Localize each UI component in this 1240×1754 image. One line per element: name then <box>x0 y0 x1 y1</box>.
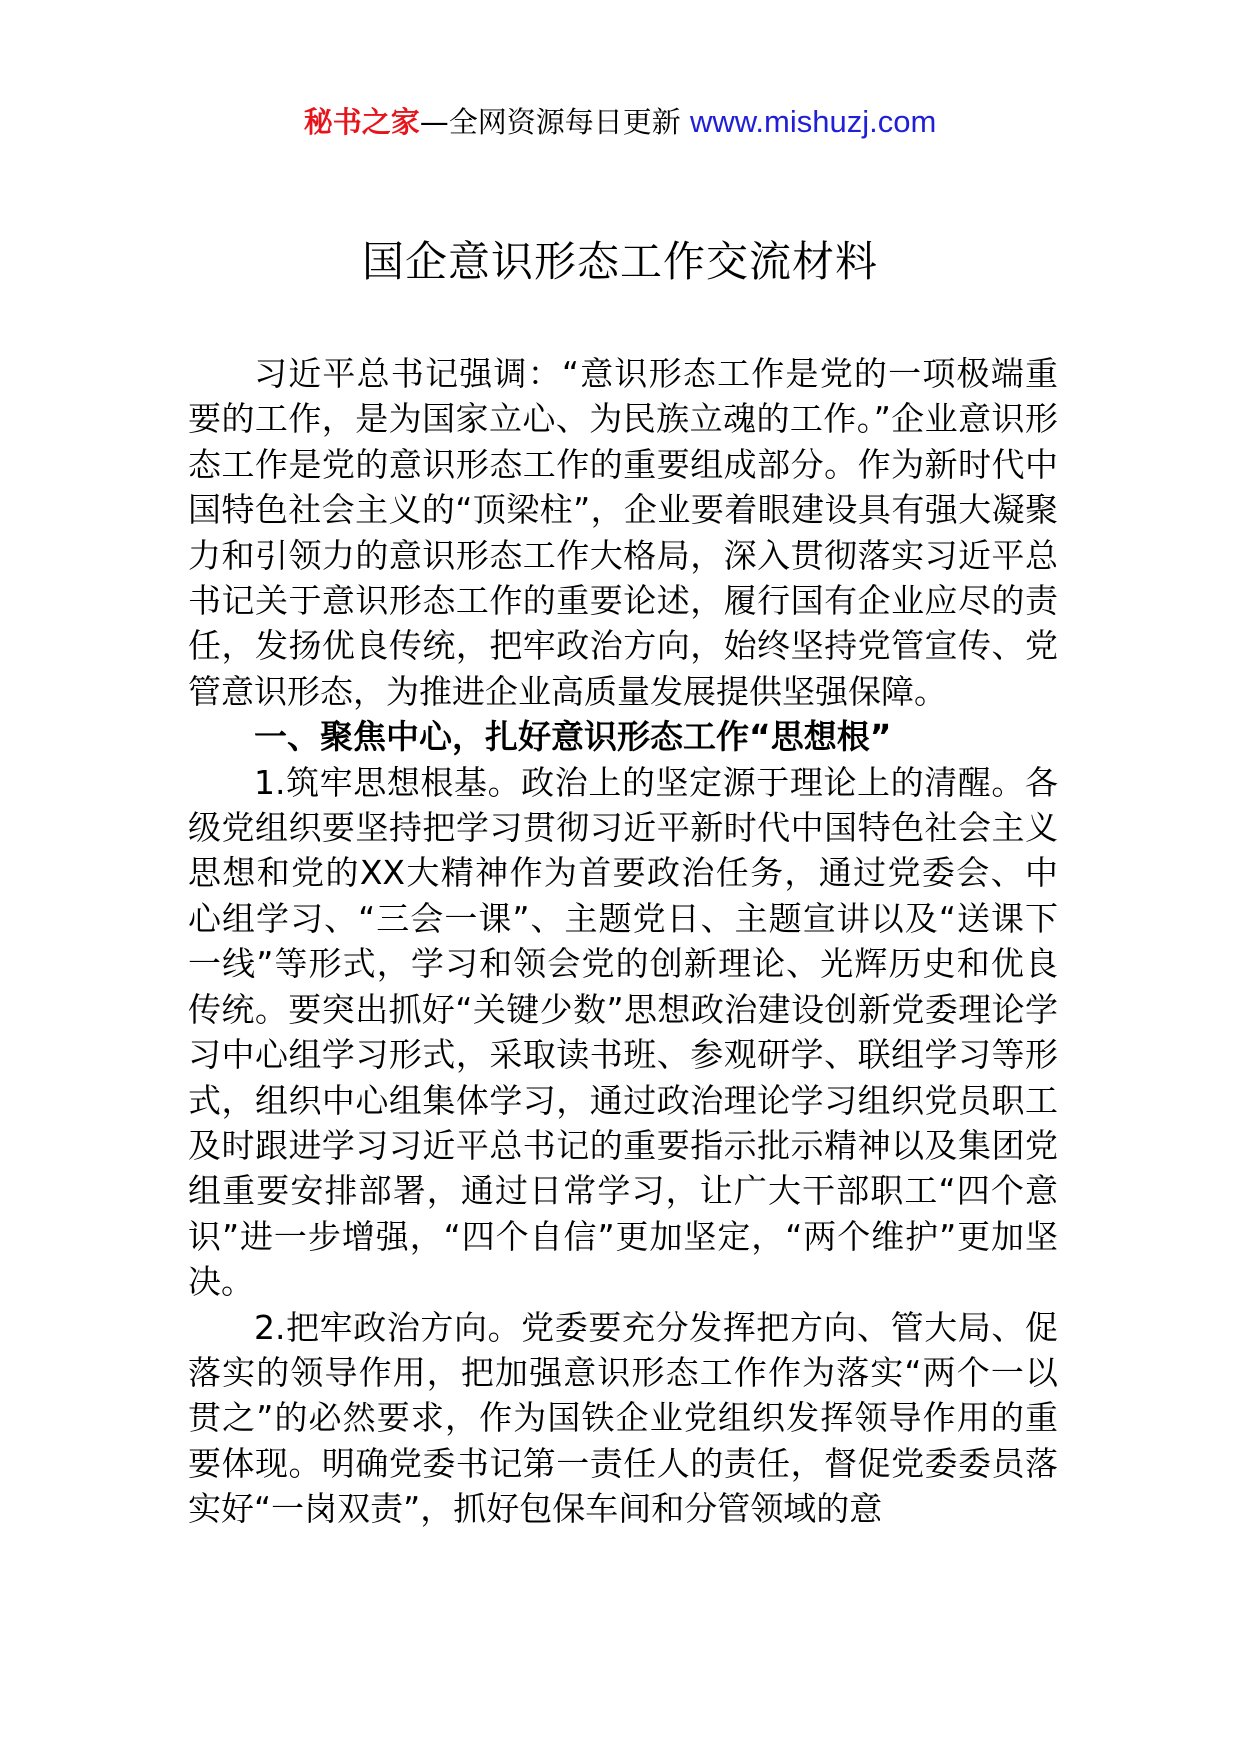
document-title: 国企意识形态工作交流材料 <box>361 237 878 286</box>
body-paragraph: 2.把牢政治方向。党委要充分发挥把方向、管大局、促落实的领导作用，把加强意识形态工作作为落实“两个一以贯之”的必然要求，作为国铁企业党组织发挥领导作用的重要体现。明确党委书记第一责任人的责任，督促党委委员落实好“一岗双责”，抓好包保车间和分管领域的意 <box>188 1307 1058 1529</box>
site-header <box>0 100 1240 144</box>
section-heading-1: 一、聚焦中心，扎好意识形态工作“思想根” <box>254 717 892 757</box>
document-body <box>188 351 1058 1532</box>
header-tagline: —全网资源每日更新 <box>419 105 681 139</box>
intro-paragraph: 习近平总书记强调：“意识形态工作是党的一项极端重要的工作，是为国家立心、为民族立魂的工作。”企业意识形态工作是党的意识形态工作的重要组成部分。作为新时代中国特色社会主义的“顶梁柱”，企业要着眼建设具有强大凝聚力和引领力的意识形态工作大格局，深入贯彻落实习近平总书记关于意识形态工作的重要论述，履行国有企业应尽的责任，发扬优良传统，把牢政治方向，始终坚持党管宣传、党管意识形态，为推进企业高质量发展提供坚强保障。 <box>188 354 1058 711</box>
site-url-link[interactable]: www.mishuzj.com <box>689 104 937 139</box>
body-paragraph: 1.筑牢思想根基。政治上的坚定源于理论上的清醒。各级党组织要坚持把学习贯彻习近平新时代中国特色社会主义思想和党的XX大精神作为首要政治任务，通过党委会、中心组学习、“三会一课”、主题党日、主题宣讲以及“送课下一线”等形式，学习和领会党的创新理论、光辉历史和优良传统。要突出抓好“关键少数”思想政治建设创新党委理论学习中心组学习形式，采取读书班、参观研学、联组学习等形式，组织中心组集体学习，通过政治理论学习组织党员职工及时跟进学习习近平总书记的重要指示批示精神以及集团党组重要安排部署，通过日常学习，让广大干部职工“四个意识”进一步增强，“四个自信”更加坚定，“两个维护”更加坚决。 <box>188 762 1058 1302</box>
brand-name: 秘书之家 <box>303 105 420 139</box>
